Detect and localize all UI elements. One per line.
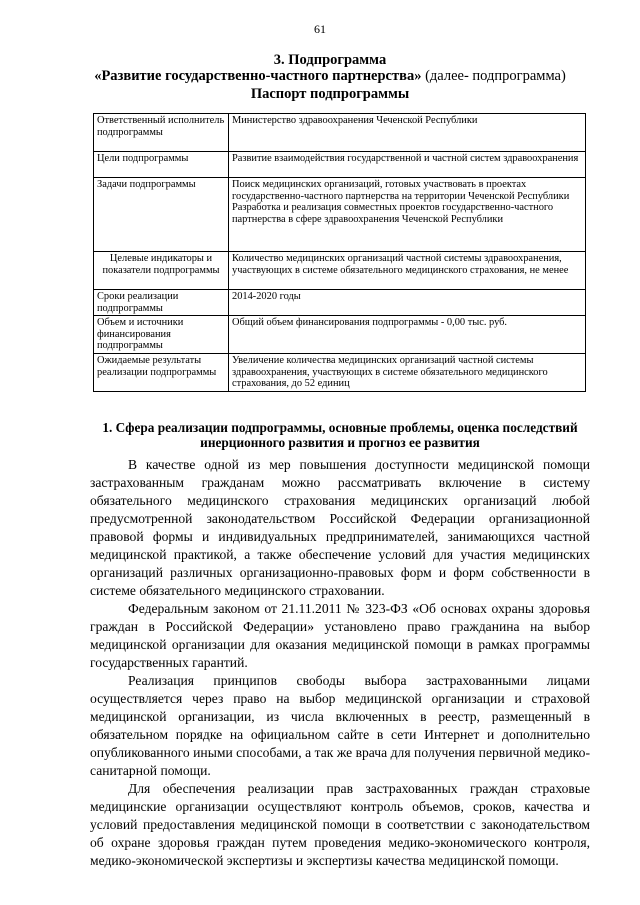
passport-value: Количество медицинских организаций частной системы здравоохранения, участвующих в системе обязательного медицинского страхования, не менее	[229, 252, 586, 290]
passport-label: Ожидаемые результаты реализации подпрограммы	[94, 354, 229, 392]
passport-row	[94, 178, 586, 252]
passport-task-2: Разработка и реализация совместных проектов государственно-частного партнерства в сфере здравоохранения Чеченской Республики	[232, 202, 554, 225]
body-text	[90, 456, 590, 870]
passport-row	[94, 290, 586, 316]
passport-label: Целевые индикаторы и показатели подпрограммы	[94, 252, 229, 290]
subprogram-name-bold: «Развитие государственно-частного партнерства»	[94, 68, 422, 84]
passport-value: Развитие взаимодействия государственной и частной систем здравоохранения	[229, 152, 586, 178]
passport-row	[94, 152, 586, 178]
passport-label: Цели подпрограммы	[94, 152, 229, 178]
passport-title: Паспорт подпрограммы	[250, 86, 410, 102]
paragraph: Для обеспечения реализации прав застрахованных граждан страховые медицинские организации осуществляют контроль объемов, сроков, качества и условий предоставления медицинской помощи в соответствии с законодательством об охране здоровья граждан путем проведения медико-экономического контроля, медико-экономической экспертизы и экспертизы качества медицинской помощи.	[90, 781, 590, 868]
paragraph: В качестве одной из мер повышения доступности медицинской помощи застрахованным гражданам можно рассматривать включение в систему обязательного медицинского страхования медицинских организаций любой предусмотренной законодательством Российской Федерации организационной правовой формы и индивидуальных предпринимателей, занимающихся частной медицинской практикой, а также обеспечение условий для участия медицинских организаций различных организационно-правовых форм и форм собственности в системе обязательного медицинского страховании.	[90, 457, 590, 598]
passport-label: Ответственный исполнитель подпрограммы	[94, 114, 229, 152]
subprogram-number-title: 3. Подпрограмма	[273, 52, 387, 68]
paragraph: Федеральным законом от 21.11.2011 № 323-ФЗ «Об основах охраны здоровья граждан в Российской Федерации» установлено право гражданина на выбор медицинской организации для оказания медицинской помощи в рамках программы государственных гарантий.	[90, 601, 590, 670]
passport-task-1: Поиск медицинских организаций, готовых участвовать в проектах государственно-частного партнерства на территории Чеченской Республики	[232, 179, 570, 202]
passport-value	[229, 178, 586, 252]
passport-label: Задачи подпрограммы	[94, 178, 229, 252]
passport-row	[94, 316, 586, 354]
section-title: 1. Сфера реализации подпрограммы, основные проблемы, оценка последствий инерционного развития и прогноз ее развития	[102, 420, 578, 450]
subprogram-name	[70, 68, 590, 84]
passport-value: 2014-2020 годы	[229, 290, 586, 316]
passport-row	[94, 354, 586, 392]
paragraph: Реализация принципов свободы выбора застрахованными лицами осуществляется через право на выбор медицинской организации и страховой медицинской организации, из числа включенных в реестр, размещенный в обязательном порядке на официальном сайте в сети Интернет и дополнительно опубликованного иными способами, а так же врача для получения первичной медико-санитарной помощи.	[90, 673, 590, 778]
passport-value: Министерство здравоохранения Чеченской Республики	[229, 114, 586, 152]
page-number: 61	[314, 22, 326, 36]
passport-value: Увеличение количества медицинских организаций частной системы здравоохранения, участвующих в системе обязательного медицинского страхования, до 52 единиц	[229, 354, 586, 392]
passport-row	[94, 252, 586, 290]
passport-table	[93, 113, 586, 392]
subprogram-header	[70, 52, 590, 102]
passport-label: Сроки реализации подпрограммы	[94, 290, 229, 316]
passport-value: Общий объем финансирования подпрограммы - 0,00 тыс. руб.	[229, 316, 586, 354]
subprogram-name-note: (далее- подпрограмма)	[421, 68, 566, 84]
passport-row	[94, 114, 586, 152]
passport-label: Объем и источники финансирования подпрограммы	[94, 316, 229, 354]
